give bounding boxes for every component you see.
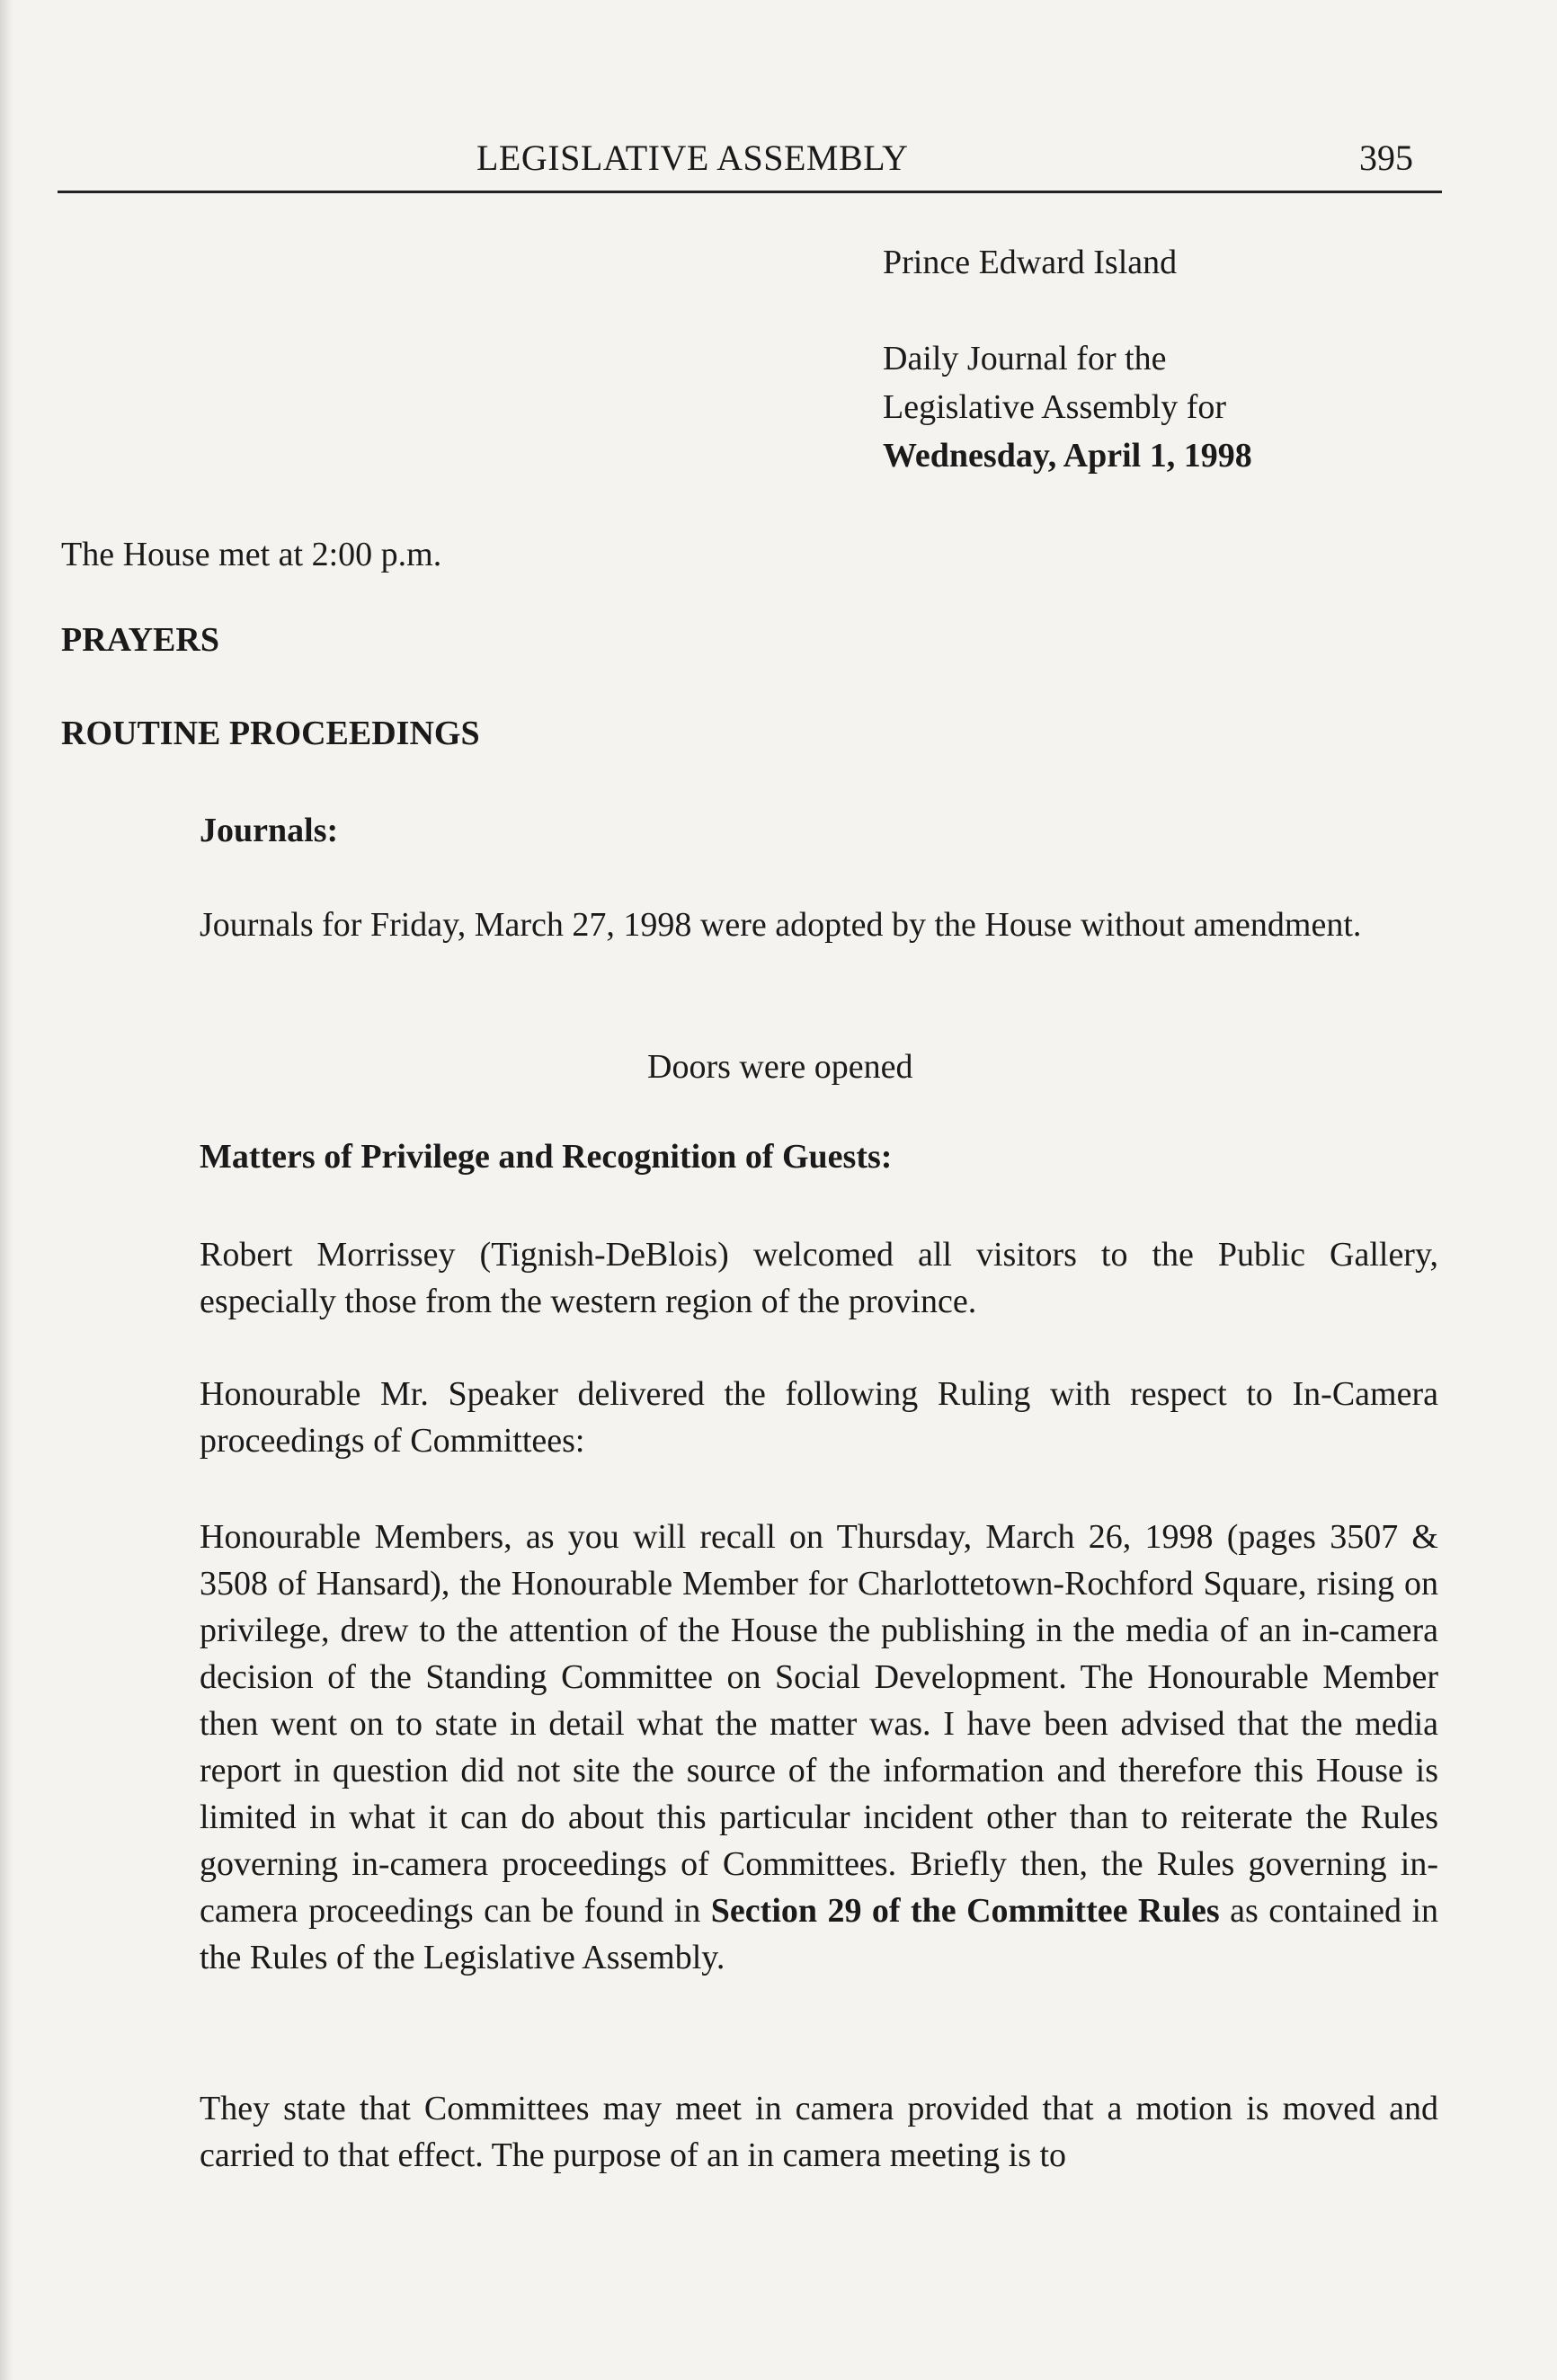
masthead-date: Wednesday, April 1, 1998	[883, 437, 1252, 475]
heading-prayers: PRAYERS	[61, 621, 219, 659]
masthead-journal-line1: Daily Journal for the	[883, 340, 1167, 377]
ruling-text-part1: Honourable Members, as you will recall on Thursday, March 26, 1998 (pages 3507 & 3508 of Hansard), the Honourable Member for Charlottetown-Rochford Square, rising on privilege, drew to the attention of the House the publishing in the media of an in-camera decision of the Standing Committee on Social Development. The Honourable Member then went on to state in detail what the matter was. I have been advised that the media report in question did not site the source of the information and therefore this House is limited in what it can do about this particular incident other than to reiterate the Rules governing in-camera proceedings of Committees. Briefly then, the Rules governing in-camera proceedings can be found in	[200, 1518, 1438, 1930]
heading-journals: Journals:	[200, 812, 339, 849]
ruling-section-reference: Section 29 of the Committee Rules	[710, 1892, 1220, 1930]
session-start: The House met at 2:00 p.m.	[61, 536, 442, 573]
header-rule	[58, 191, 1442, 193]
ruling-text-part2: as contained in the Rules of the Legislative Assembly.	[200, 1892, 1438, 1976]
page-edge-shadow	[0, 0, 13, 2380]
paragraph-in-camera: They state that Committees may meet in camera provided that a motion is moved and carried to that effect. The purpose of an in camera meeting is to	[200, 2090, 1438, 2174]
paragraph-journals: Journals for Friday, March 27, 1998 were adopted by the House without amendment.	[200, 906, 1362, 944]
masthead-province: Prince Edward Island	[883, 244, 1178, 281]
paragraph-morrissey: Robert Morrissey (Tignish-DeBlois) welcomed all visitors to the Public Gallery, especially those from the western region of the province.	[200, 1236, 1438, 1320]
running-header-title: LEGISLATIVE ASSEMBLY	[476, 138, 909, 178]
paragraph-ruling	[200, 1514, 1438, 1981]
paragraph-speaker-ruling-intro: Honourable Mr. Speaker delivered the following Ruling with respect to In-Camera proceedings of Committees:	[200, 1375, 1438, 1460]
heading-matters-of-privilege: Matters of Privilege and Recognition of Guests:	[200, 1138, 893, 1176]
paragraph-doors-opened: Doors were opened	[647, 1048, 913, 1086]
page-number: 395	[1359, 138, 1413, 178]
masthead-journal-line2: Legislative Assembly for	[883, 388, 1227, 426]
heading-routine-proceedings: ROUTINE PROCEEDINGS	[61, 715, 480, 752]
